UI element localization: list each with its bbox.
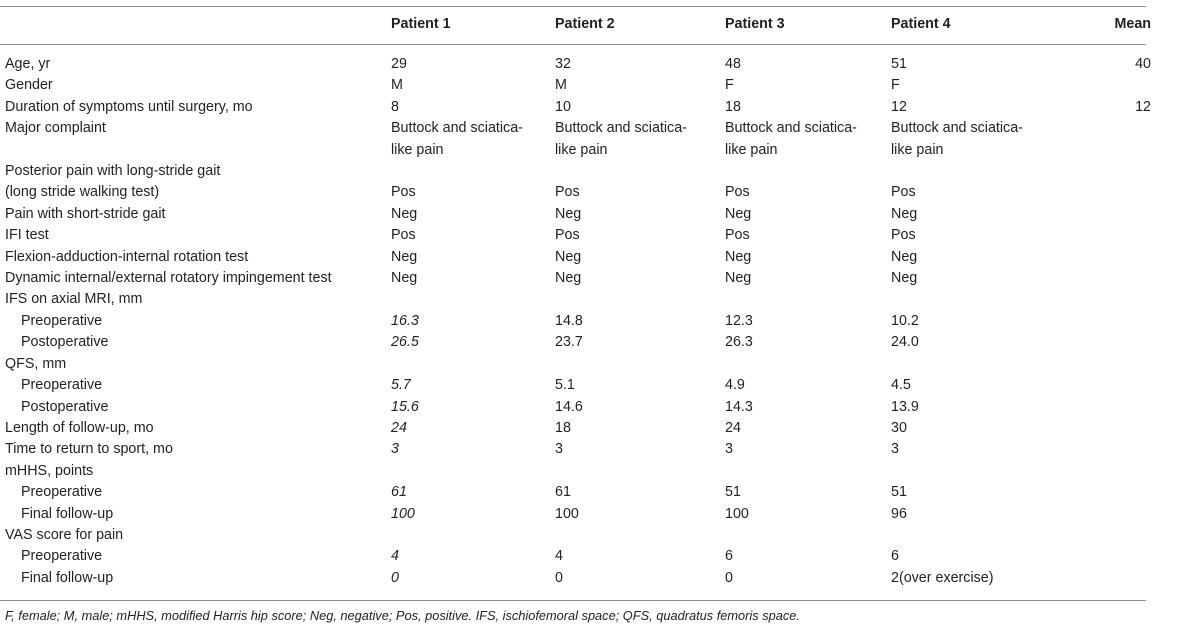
- cell-patient-3: 51: [725, 484, 741, 501]
- row-label: Age, yr: [5, 56, 51, 72]
- cell-patient-2: [555, 161, 725, 182]
- cell-patient-2: 32: [555, 56, 571, 72]
- row-label: Dynamic internal/external rotatory impingement test: [5, 270, 332, 287]
- cell-patient-4: [891, 161, 1073, 182]
- table-row: [0, 568, 1193, 589]
- cell-mean: [1073, 546, 1193, 567]
- cell-patient-1: 15.6: [391, 398, 419, 415]
- cell-patient-3: 12.3: [725, 312, 753, 329]
- cell-patient-3: 24: [725, 419, 741, 436]
- cell-patient-3: 4.9: [725, 377, 745, 394]
- cell-patient-1: Pos: [391, 227, 416, 244]
- cell-patient-4: 3: [891, 441, 899, 458]
- cell-patient-1: M: [391, 77, 403, 94]
- cell-patient-2: [555, 461, 725, 482]
- cell-patient-3: [725, 289, 891, 310]
- cell-patient-3: Buttock and sciatica-like pain: [725, 120, 857, 158]
- cell-patient-2: Pos: [555, 227, 580, 244]
- table-row: [0, 118, 1193, 161]
- cell-mean: [1073, 182, 1193, 203]
- row-label: mHHS, points: [5, 462, 94, 479]
- row-label: Preoperative: [21, 312, 103, 329]
- cell-patient-1: 61: [391, 484, 407, 501]
- table-row: [0, 247, 1193, 268]
- cell-patient-1: [391, 525, 555, 546]
- cell-patient-4: Neg: [891, 248, 918, 265]
- table-row: [0, 482, 1193, 503]
- cell-patient-4: [891, 354, 1073, 375]
- table-row: [0, 375, 1193, 396]
- table-row: [0, 397, 1193, 418]
- cell-patient-3: [725, 354, 891, 375]
- cell-mean: [1073, 204, 1193, 225]
- row-label: Flexion-adduction-internal rotation test: [5, 248, 249, 265]
- cell-patient-2: Neg: [555, 248, 582, 265]
- cell-mean: [1073, 247, 1193, 268]
- header-mean: Mean: [1114, 16, 1151, 32]
- header-patient-3: Patient 3: [725, 16, 785, 32]
- row-label: Length of follow-up, mo: [5, 419, 154, 436]
- table-row: [0, 75, 1193, 96]
- cell-patient-3: 48: [725, 56, 741, 72]
- cell-patient-1: [391, 161, 555, 182]
- cell-patient-3: 0: [725, 569, 733, 586]
- cell-patient-2: [555, 289, 725, 310]
- cell-patient-2: 14.8: [555, 312, 583, 329]
- cell-patient-4: [891, 525, 1073, 546]
- header-patient-2: Patient 2: [555, 16, 615, 32]
- table-row: [0, 289, 1193, 310]
- table-row: [0, 418, 1193, 439]
- table-row: [0, 504, 1193, 525]
- cell-patient-3: Neg: [725, 205, 752, 222]
- patient-data-table: [0, 10, 1193, 589]
- cell-patient-3: F: [725, 77, 734, 94]
- row-label: Preoperative: [21, 484, 103, 501]
- cell-patient-2: 14.6: [555, 398, 583, 415]
- table-footnote: F, female; M, male; mHHS, modified Harris hip score; Neg, negative; Pos, positive. IFS, ischiofemoral space; QFS, quadratus femoris space.: [5, 608, 800, 623]
- cell-patient-2: [555, 525, 725, 546]
- cell-mean: [1073, 225, 1193, 246]
- cell-patient-4: 6: [891, 548, 899, 565]
- row-label: Preoperative: [21, 377, 103, 394]
- cell-patient-3: [725, 161, 891, 182]
- header-blank: [0, 10, 391, 42]
- cell-mean: [1073, 75, 1193, 96]
- table-row: [0, 439, 1193, 460]
- cell-patient-4: [891, 289, 1073, 310]
- table-row: [0, 161, 1193, 182]
- row-label: Final follow-up: [21, 505, 114, 522]
- row-label: Gender: [5, 77, 53, 94]
- cell-patient-1: [391, 354, 555, 375]
- top-rule: [0, 6, 1146, 7]
- cell-patient-4: Pos: [891, 184, 916, 201]
- row-label: QFS, mm: [5, 355, 67, 372]
- cell-mean: [1073, 354, 1193, 375]
- table-row: [0, 54, 1193, 75]
- row-label: Pain with short-stride gait: [5, 205, 166, 222]
- table-row: [0, 332, 1193, 353]
- cell-patient-1: 5.7: [391, 377, 411, 394]
- row-label: Postoperative: [21, 334, 109, 351]
- cell-patient-3: Pos: [725, 227, 750, 244]
- cell-patient-4: 30: [891, 419, 907, 436]
- cell-patient-3: Neg: [725, 248, 752, 265]
- cell-mean: [1073, 161, 1193, 182]
- cell-mean: [1073, 311, 1193, 332]
- table-row: [0, 225, 1193, 246]
- cell-patient-3: Neg: [725, 270, 752, 287]
- cell-patient-3: 6: [725, 548, 733, 565]
- cell-patient-2: 61: [555, 484, 571, 501]
- cell-patient-2: Pos: [555, 184, 580, 201]
- row-label: Posterior pain with long-stride gait: [5, 163, 221, 180]
- header-patient-1: Patient 1: [391, 16, 451, 32]
- cell-patient-2: Neg: [555, 205, 582, 222]
- cell-mean: [1073, 268, 1193, 289]
- cell-patient-1: 4: [391, 548, 399, 565]
- cell-patient-1: 0: [391, 569, 399, 586]
- cell-patient-4: 12: [891, 98, 907, 115]
- cell-patient-3: 26.3: [725, 334, 753, 351]
- table-row: [0, 546, 1193, 567]
- cell-patient-4: [891, 461, 1073, 482]
- row-label: Final follow-up: [21, 569, 114, 586]
- cell-mean: [1073, 332, 1193, 353]
- cell-patient-2: 23.7: [555, 334, 583, 351]
- cell-patient-1: [391, 461, 555, 482]
- cell-patient-3: Pos: [725, 184, 750, 201]
- cell-patient-1: Neg: [391, 248, 418, 265]
- cell-mean: [1073, 568, 1193, 589]
- cell-patient-2: [555, 354, 725, 375]
- cell-mean: 40: [1135, 56, 1151, 72]
- table-row: [0, 268, 1193, 289]
- row-label: Major complaint: [5, 120, 106, 137]
- cell-patient-1: 3: [391, 441, 399, 458]
- cell-mean: [1073, 504, 1193, 525]
- cell-patient-2: 3: [555, 441, 563, 458]
- header-patient-4: Patient 4: [891, 16, 951, 32]
- cell-patient-4: 51: [891, 484, 907, 501]
- row-label: IFI test: [5, 227, 49, 244]
- cell-patient-4: 51: [891, 56, 907, 72]
- cell-patient-3: [725, 525, 891, 546]
- cell-patient-1: [391, 289, 555, 310]
- cell-patient-4: Buttock and sciatica-like pain: [891, 120, 1023, 158]
- row-label: Postoperative: [21, 398, 109, 415]
- cell-patient-4: 10.2: [891, 312, 919, 329]
- cell-patient-2: 10: [555, 98, 571, 115]
- cell-patient-4: Neg: [891, 270, 918, 287]
- cell-patient-2: 18: [555, 419, 571, 436]
- cell-patient-4: 2(over exercise): [891, 569, 994, 586]
- cell-patient-1: 29: [391, 56, 407, 72]
- cell-patient-2: M: [555, 77, 567, 94]
- cell-mean: [1073, 418, 1193, 439]
- cell-patient-4: 4.5: [891, 377, 911, 394]
- cell-patient-4: Neg: [891, 205, 918, 222]
- cell-patient-1: Neg: [391, 205, 418, 222]
- cell-patient-2: 4: [555, 548, 563, 565]
- cell-patient-2: 100: [555, 505, 579, 522]
- cell-patient-3: 100: [725, 505, 749, 522]
- row-label: Duration of symptoms until surgery, mo: [5, 98, 253, 115]
- table-row: [0, 461, 1193, 482]
- row-label: IFS on axial MRI, mm: [5, 291, 143, 308]
- cell-mean: [1073, 397, 1193, 418]
- cell-patient-3: 3: [725, 441, 733, 458]
- row-label: Time to return to sport, mo: [5, 441, 173, 458]
- row-label: VAS score for pain: [5, 526, 124, 543]
- cell-patient-2: Neg: [555, 270, 582, 287]
- cell-patient-3: 14.3: [725, 398, 753, 415]
- spacer-row: [0, 42, 1193, 54]
- cell-patient-1: 16.3: [391, 312, 419, 329]
- cell-patient-4: 96: [891, 505, 907, 522]
- cell-patient-1: 26.5: [391, 334, 419, 351]
- table-row: [0, 204, 1193, 225]
- cell-patient-4: 24.0: [891, 334, 919, 351]
- table-row: [0, 525, 1193, 546]
- cell-mean: [1073, 118, 1193, 161]
- cell-mean: [1073, 439, 1193, 460]
- cell-patient-2: 5.1: [555, 377, 575, 394]
- cell-patient-3: 18: [725, 98, 741, 115]
- cell-patient-1: 24: [391, 419, 407, 436]
- row-label: Preoperative: [21, 548, 103, 565]
- table-row: [0, 354, 1193, 375]
- cell-patient-4: F: [891, 77, 900, 94]
- cell-mean: 12: [1135, 98, 1151, 115]
- table-header-row: [0, 10, 1193, 42]
- table-row: [0, 311, 1193, 332]
- cell-mean: [1073, 525, 1193, 546]
- bottom-rule: [0, 600, 1146, 601]
- cell-patient-1: 100: [391, 505, 415, 522]
- cell-patient-1: Pos: [391, 184, 416, 201]
- table-row: [0, 182, 1193, 203]
- cell-patient-1: Neg: [391, 270, 418, 287]
- cell-mean: [1073, 482, 1193, 503]
- cell-patient-2: Buttock and sciatica-like pain: [555, 120, 687, 158]
- cell-patient-2: 0: [555, 569, 563, 586]
- cell-patient-4: 13.9: [891, 398, 919, 415]
- cell-patient-4: Pos: [891, 227, 916, 244]
- cell-mean: [1073, 289, 1193, 310]
- cell-mean: [1073, 461, 1193, 482]
- row-label: (long stride walking test): [5, 184, 160, 201]
- cell-mean: [1073, 375, 1193, 396]
- cell-patient-1: Buttock and sciatica-like pain: [391, 120, 523, 158]
- table-body: [0, 42, 1193, 589]
- cell-patient-3: [725, 461, 891, 482]
- cell-patient-1: 8: [391, 98, 399, 115]
- table-row: [0, 97, 1193, 118]
